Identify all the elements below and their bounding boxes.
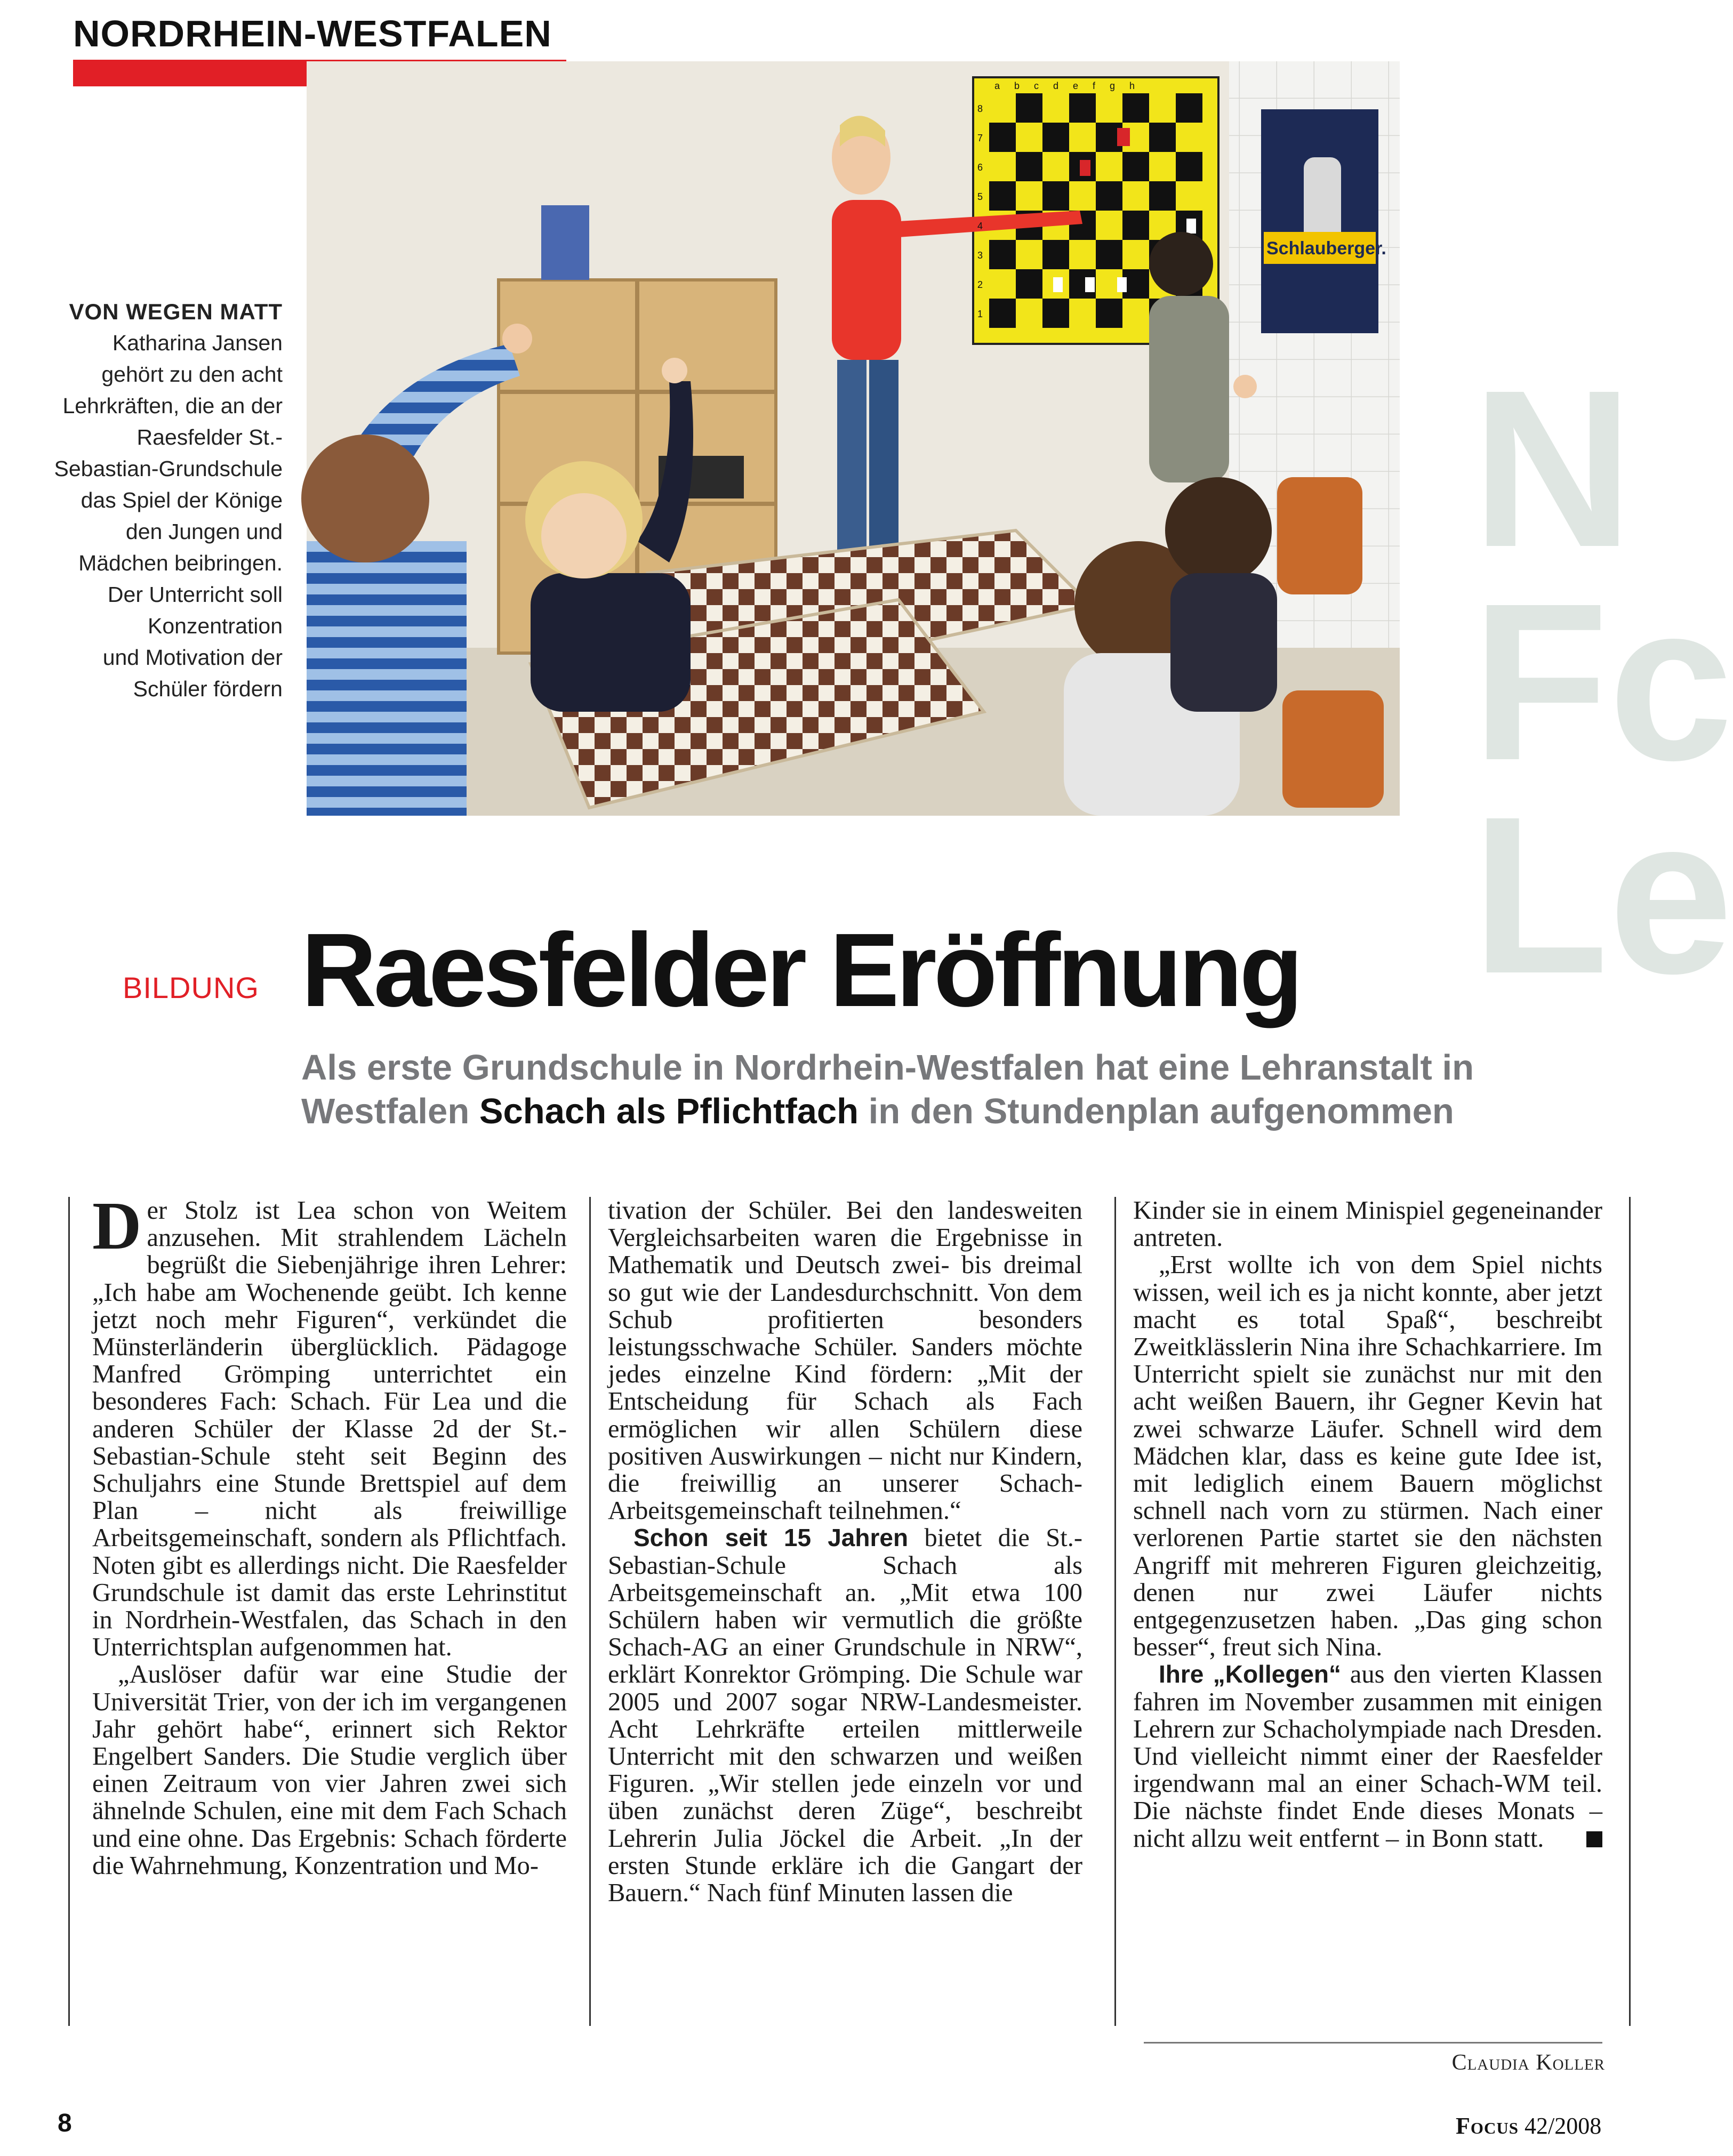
section-title: NORDRHEIN-WESTFALEN <box>73 7 566 60</box>
article-headline: Raesfelder Eröffnung <box>301 912 1300 1028</box>
column-rule <box>1629 1197 1631 2026</box>
article-paragraph <box>1133 1661 1602 1852</box>
article-column-3 <box>1133 1197 1602 2026</box>
paragraph-lead-in: Schon seit 15 Jahren <box>633 1524 909 1552</box>
deck-highlight: Schach als Pflichtfach <box>479 1091 859 1131</box>
caption-line: Katharina Jansen <box>112 331 283 355</box>
article-paragraph <box>608 1524 1082 1906</box>
photo-caption <box>21 296 283 705</box>
caption-line: den Jungen und <box>125 519 283 544</box>
deck-text: in den Stundenplan aufgenommen <box>859 1091 1454 1131</box>
article-kicker: BILDUNG <box>123 971 259 1004</box>
caption-line: das Spiel der Könige <box>81 488 283 512</box>
paragraph-lead-in: Ihre „Kollegen“ <box>1159 1660 1342 1688</box>
page-number: 8 <box>58 2109 72 2137</box>
caption-line: Mädchen beibringen. <box>78 551 283 575</box>
column-rule <box>589 1197 591 2026</box>
wallboard-rank-label: 3 <box>977 250 983 261</box>
classroom-photo-illustration <box>307 61 1400 816</box>
drop-cap: D <box>92 1188 142 1264</box>
wallboard-rank-label: 8 <box>977 103 983 114</box>
article-deck <box>301 1046 1592 1133</box>
article-paragraph: „Erst wollte ich von dem Spiel nichts wissen, weil ich es ja nicht konnte, aber jetzt macht es total Spaß“, beschreibt Zweitklässlerin Nina ihre Schachkarriere. Im Unterricht spielt sie zunächst nur mit den acht weißen Bauern, ihr Gegner Kevin hat zwei schwarze Läufer. Schnell wird dem Mädchen klar, dass es keine gute Idee ist, mit lediglich einem Bauern möglichst schnell nach vorn zu stürmen. Nach einer verlorenen Partie startet sie den nächsten Angriff mit mehreren Figuren gleichzeitig, denen nur zwei Läufer nichts entgegenzusetzen haben. „Das ging schon besser“, freut sich Nina. <box>1133 1251 1602 1662</box>
bleed-through-letters: N Fc Le <box>1472 344 1733 1020</box>
caption-line: Schüler fördern <box>133 677 283 701</box>
column-rule <box>68 1197 70 2026</box>
caption-line: und Motivation der <box>102 645 283 670</box>
poster-text: Schlauberger. <box>1266 238 1386 259</box>
article-paragraph: „Auslöser dafür war eine Studie der Universität Trier, von der ich im vergangenen Jahr gehört habe“, erinnert sich Rektor Engelbert Sanders. Die Studie verglich über einen Zeitraum von vier Jahren zwei sich ähnelnde Schulen, eine mit dem Fach Schach und eine ohne. Das Ergebnis: Schach förderte die Wahrnehmung, Konzentration und Mo- <box>92 1660 567 1880</box>
byline-rule <box>1144 2042 1602 2044</box>
caption-line: Konzentration <box>147 614 283 638</box>
wallboard-rank-label: 6 <box>977 162 983 173</box>
wall-poster <box>1261 109 1386 333</box>
end-mark-icon <box>1586 1831 1602 1847</box>
article-column-1 <box>92 1188 567 2026</box>
article-column-2 <box>608 1197 1082 2026</box>
wallboard-rank-label: 5 <box>977 191 983 202</box>
wallboard-rank-label: 1 <box>977 309 983 319</box>
caption-line: gehört zu den acht <box>101 362 283 387</box>
column-rule <box>1114 1197 1116 2026</box>
classroom-photo <box>307 61 1400 816</box>
article-paragraph: Kinder sie in einem Minispiel gegeneinander antreten. <box>1133 1196 1602 1252</box>
wallboard-rank-label: 7 <box>977 133 983 143</box>
wallboard-rank-label: 2 <box>977 279 983 290</box>
article-paragraph: tivation der Schüler. Bei den landesweiten Vergleichsarbeiten waren die Ergebnisse in Mathematik und Deutsch zwei- bis dreimal so gut wie der Landesdurchschnitt. Von dem Schub profitierten besonders leistungsschwache Schüler. Sanders möchte jedes einzelne Kind fördern: „Mit der Entscheidung für Schach als Fach ermöglichen wir allen Schülern diese positiven Auswirkungen – nicht nur Kindern, die freiwillig an unserer Schach-Arbeitsgemeinschaft teilnehmen.“ <box>608 1196 1082 1525</box>
article-paragraph <box>92 1188 567 1662</box>
paragraph-text: aus den vierten Klassen fahren im November zusammen mit einigen Lehrern zur Schacholympiade nach Dresden. Und vielleicht nimmt einer der Raesfelder irgendwann mal an einer Schach-WM teil. Die nächste findet Ende dieses Monats – nicht allzu weit entfernt – in Bonn statt. <box>1133 1660 1602 1853</box>
wallboard-rank-label: 4 <box>977 221 983 231</box>
deck-text: Als erste Grundschule in Nordrhein-Westfalen hat eine Lehranstalt in Westfalen <box>301 1048 1474 1131</box>
caption-line: Raesfelder St.- <box>137 425 283 449</box>
article-byline: Claudia Koller <box>1451 2050 1605 2075</box>
wallboard-file-labels: abcdefgh <box>994 81 1150 91</box>
magazine-issue <box>1456 2112 1601 2139</box>
caption-line: Lehrkräften, die an der <box>62 393 283 418</box>
caption-line: Der Unterricht soll <box>107 582 283 607</box>
paragraph-text: bietet die St.-Sebastian-Schule Schach als Arbeitsgemeinschaft an. „Mit etwa 100 Schülern haben wir vermutlich die größte Schach-AG an einer Grundschule in NRW“, erklärt Konrektor Grömping. Die Schule war 2005 und 2007 sogar NRW-Landesmeister. Acht Lehrkräfte erteilen mittlerweile Unterricht mit den schwarzen und weißen Figuren. „Wir stellen jede einzeln vor und üben zunächst deren Züge“, beschreibt Lehrerin Julia Jöckel die Arbeit. „In der ersten Stunde erkläre ich die Gangart der Bauern.“ Nach fünf Minuten lassen die <box>608 1524 1082 1908</box>
paragraph-text: er Stolz ist Lea schon von Weitem anzusehen. Mit strahlendem Lächeln begrüßt die Siebenjährige ihren Lehrer: „Ich habe am Wochenende geübt. Ich kenne jetzt noch mehr Figuren“, verkündet die Münsterländerin überglücklich. Pädagoge Manfred Grömping unterrichtet ein besonderes Fach: Schach. Für Lea und die anderen Schüler der Klasse 2d der St.-Sebastian-Schule steht seit Beginn des Schuljahrs eine Stunde Brettspiel auf dem Plan – nicht als freiwillige Arbeitsgemeinschaft, sondern als Pflichtfach. Noten gibt es allerdings nicht. Die Raesfelder Grundschule ist damit das erste Lehrinstitut in Nordrhein-Westfalen, das Schach in den Unterrichtsplan aufgenommen hat. <box>92 1196 567 1662</box>
caption-title: VON WEGEN MATT <box>69 299 283 324</box>
issue-number: 42/2008 <box>1519 2113 1602 2139</box>
magazine-name: Focus <box>1456 2113 1519 2139</box>
caption-line: Sebastian-Grundschule <box>54 456 283 481</box>
